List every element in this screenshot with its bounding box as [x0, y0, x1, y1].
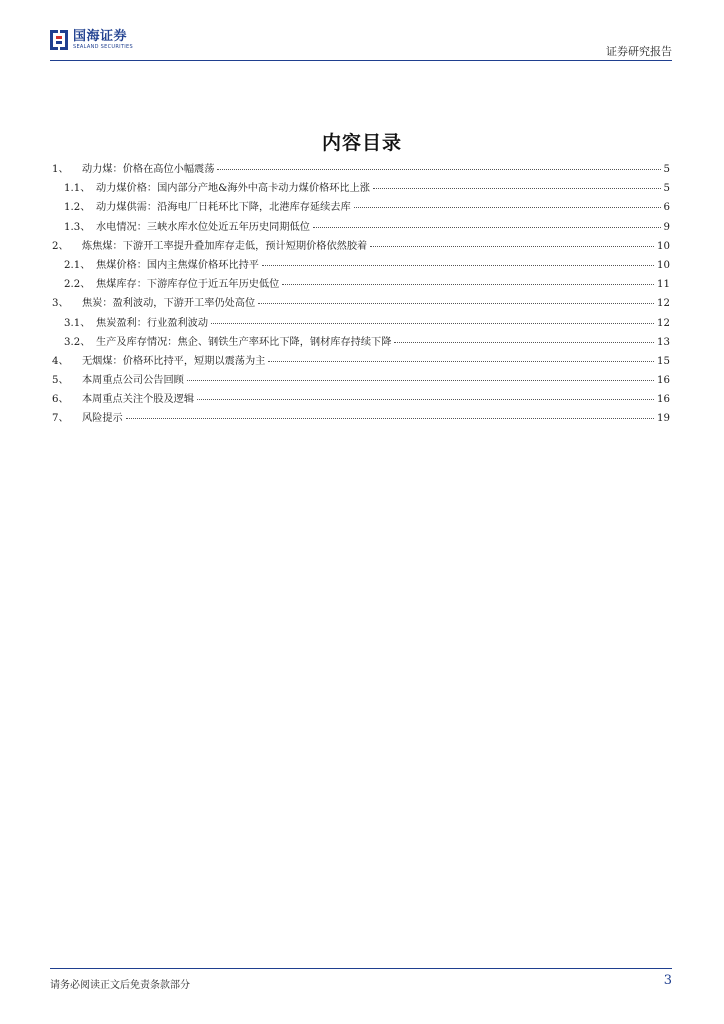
toc-entry[interactable] [52, 179, 670, 198]
toc-entry-title: 生产及库存情况：焦企、钢铁生产率环比下降，钢材库存持续下降 [96, 336, 392, 348]
toc-entry-title: 动力煤价格：国内部分产地&海外中高卡动力煤价格环比上涨 [96, 183, 370, 195]
page-header [50, 30, 672, 61]
toc-entry-page: 9 [663, 221, 670, 233]
toc-entry-page: 16 [657, 394, 670, 406]
toc-dot-leader [217, 169, 660, 170]
sealand-logo-icon [50, 30, 68, 50]
toc-dot-leader [258, 303, 654, 304]
disclaimer-note: 请务必阅读正文后免责条款部分 [50, 980, 190, 991]
toc-entry-title: 焦煤库存：下游库存位于近五年历史低位 [96, 279, 280, 291]
toc-entry[interactable] [52, 275, 670, 294]
toc-entry-page: 15 [657, 355, 670, 367]
toc-entry[interactable] [52, 218, 670, 237]
toc-entry-title: 焦炭：盈利波动，下游开工率仍处高位 [82, 298, 256, 310]
table-of-contents [52, 160, 670, 429]
toc-entry-title: 动力煤供需：沿海电厂日耗环比下降，北港库存延续去库 [96, 202, 351, 214]
toc-entry[interactable] [52, 237, 670, 256]
toc-entry-page: 10 [657, 240, 670, 252]
toc-entry-title: 无烟煤：价格环比持平，短期以震荡为主 [82, 355, 266, 367]
toc-entry-page: 16 [657, 375, 670, 387]
toc-entry[interactable] [52, 371, 670, 390]
toc-entry[interactable] [52, 160, 670, 179]
toc-entry-page: 13 [657, 336, 670, 348]
page-number: 3 [663, 973, 672, 988]
toc-entry-page: 19 [657, 413, 670, 425]
toc-entry-number: 3.1、 [64, 317, 91, 329]
toc-dot-leader [282, 284, 654, 285]
toc-dot-leader [268, 361, 654, 362]
toc-entry[interactable] [52, 409, 670, 428]
toc-entry-title: 焦炭盈利：行业盈利波动 [96, 317, 209, 329]
toc-dot-leader [197, 399, 654, 400]
toc-entry-page: 6 [663, 202, 670, 214]
toc-title: 内容目录 [321, 132, 402, 154]
toc-dot-leader [373, 188, 661, 189]
toc-dot-leader [187, 380, 654, 381]
toc-entry[interactable] [52, 333, 670, 352]
toc-entry-number: 3、 [52, 298, 69, 310]
toc-entry-number: 5、 [52, 375, 69, 387]
toc-entry-number: 1、 [52, 164, 69, 175]
toc-dot-leader [262, 265, 654, 266]
toc-entry-title: 本周重点公司公告回顾 [82, 375, 184, 387]
report-type-label: 证券研究报告 [606, 45, 672, 58]
toc-entry[interactable] [52, 390, 670, 409]
toc-entry-number: 1.2、 [64, 202, 91, 214]
logo-english-text: SEALAND SECURITIES [73, 44, 133, 50]
toc-entry-page: 5 [663, 183, 670, 195]
toc-dot-leader [394, 342, 654, 343]
toc-entry-title: 水电情况：三峡水库水位处近五年历史同期低位 [96, 221, 310, 233]
toc-entry[interactable] [52, 314, 670, 333]
toc-entry-title: 风险提示 [82, 413, 123, 425]
toc-entry-number: 4、 [52, 355, 69, 367]
toc-entry-number: 2.1、 [64, 259, 91, 271]
toc-entry-page: 11 [657, 279, 670, 291]
page-footer [50, 968, 672, 991]
toc-entry-page: 12 [657, 298, 670, 310]
company-logo [50, 30, 133, 50]
toc-entry-page: 12 [657, 317, 670, 329]
toc-entry-number: 7、 [52, 413, 69, 425]
toc-entry-number: 3.2、 [64, 336, 91, 348]
toc-entry[interactable] [52, 256, 670, 275]
toc-entry[interactable] [52, 352, 670, 371]
toc-entry-title: 动力煤：价格在高位小幅震荡 [82, 164, 215, 175]
toc-entry[interactable] [52, 294, 670, 313]
toc-entry-title: 炼焦煤：下游开工率提升叠加库存走低，预计短期价格依然胶着 [82, 240, 368, 252]
toc-entry-number: 1.1、 [64, 183, 91, 195]
toc-dot-leader [211, 323, 654, 324]
toc-entry-number: 1.3、 [64, 221, 91, 233]
toc-entry-number: 6、 [52, 394, 69, 406]
toc-entry-title: 本周重点关注个股及逻辑 [82, 394, 195, 406]
toc-dot-leader [313, 227, 661, 228]
toc-entry-page: 10 [657, 259, 670, 271]
toc-dot-leader [370, 246, 654, 247]
toc-dot-leader [126, 418, 654, 419]
toc-entry-title: 焦煤价格：国内主焦煤价格环比持平 [96, 259, 259, 271]
toc-entry[interactable] [52, 198, 670, 217]
toc-entry-number: 2.2、 [64, 279, 91, 291]
logo-chinese-text: 国海证券 [73, 29, 128, 44]
toc-entry-number: 2、 [52, 240, 69, 252]
toc-dot-leader [354, 207, 661, 208]
toc-entry-page: 5 [663, 164, 670, 175]
